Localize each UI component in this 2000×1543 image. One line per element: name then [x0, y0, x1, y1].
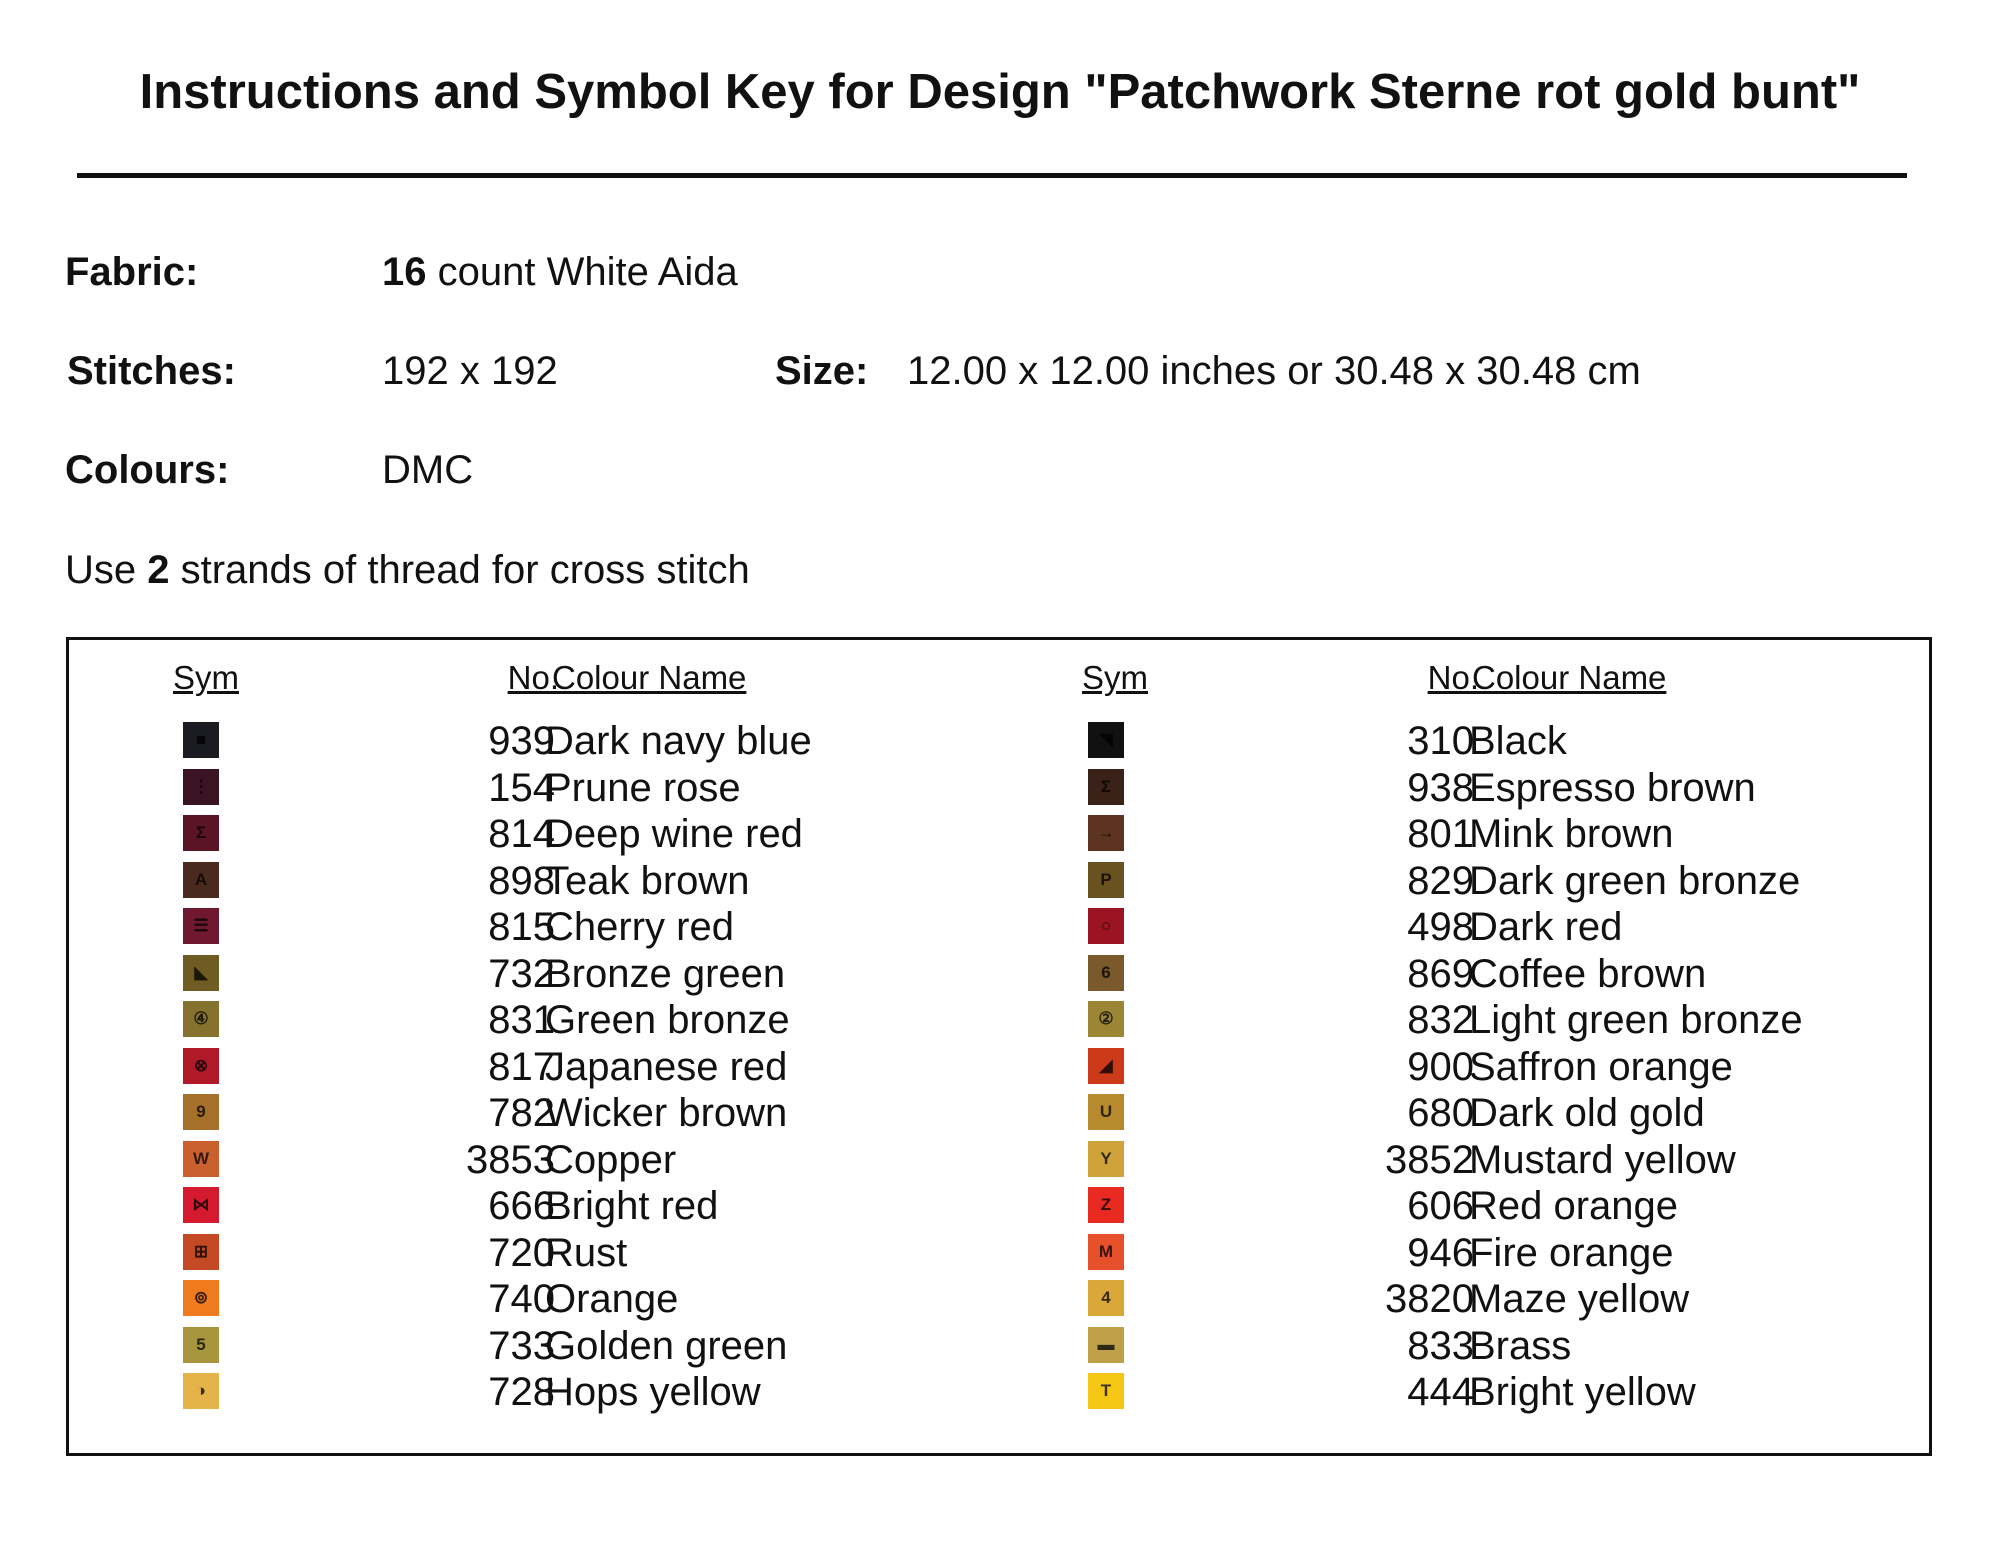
symbol-glyph: 4 [1101, 1288, 1111, 1307]
dmc-number: 831 [488, 998, 555, 1042]
dmc-number: 606 [1407, 1184, 1474, 1228]
symbol-glyph: ■ [195, 730, 207, 749]
colour-name: Fire orange [1469, 1230, 1674, 1275]
symbol-glyph: ⊚ [193, 1288, 209, 1307]
colour-name: Bright red [545, 1184, 719, 1228]
dmc-number: 939 [488, 719, 555, 763]
symbol-swatch [1088, 1234, 1124, 1270]
strands-pre: Use [65, 548, 148, 592]
symbol-glyph: ☰ [193, 916, 209, 935]
symbol-key-table [66, 637, 1932, 1456]
colour-name: Teak brown [545, 858, 750, 903]
symbol-glyph: P [1100, 869, 1112, 889]
colour-name: Orange [545, 1277, 679, 1321]
symbol-swatch [1088, 862, 1124, 898]
colour-name: Deep wine red [545, 812, 803, 856]
dmc-number: 720 [488, 1230, 555, 1275]
symbol-swatch [1088, 1094, 1124, 1130]
symbol-glyph: 5 [196, 1334, 206, 1354]
colours-value: DMC [382, 448, 474, 492]
colour-name: Dark navy blue [545, 719, 812, 763]
symbol-glyph: ⋈ [192, 1195, 210, 1214]
size-label: Size: [775, 349, 869, 393]
symbol-glyph: ⊗ [193, 1055, 209, 1075]
symbol-glyph: Z [1100, 1195, 1112, 1214]
fabric-count: 16 [382, 250, 427, 294]
colour-name: Mink brown [1469, 812, 1674, 856]
symbol-swatch [1088, 1373, 1124, 1409]
header-name-left: Colour Name [552, 659, 747, 696]
key-row [69, 904, 1623, 950]
dmc-number: 310 [1407, 719, 1474, 763]
symbol-glyph: U [1099, 1102, 1113, 1121]
symbol-glyph: ○ [1100, 916, 1112, 935]
symbol-swatch [1088, 722, 1124, 758]
symbol-glyph: M [1098, 1241, 1114, 1261]
dmc-number: 444 [1407, 1370, 1474, 1414]
colour-name: Dark red [1469, 905, 1623, 949]
symbol-glyph: ⋮ [192, 776, 210, 796]
dmc-number: 732 [488, 951, 555, 996]
dmc-number: 3853 [466, 1137, 555, 1182]
key-row [69, 1183, 1679, 1229]
key-row [69, 951, 1707, 997]
dmc-number: 938 [1407, 765, 1474, 810]
strands-post: strands of thread for cross stitch [169, 548, 750, 592]
colour-name: Copper [545, 1137, 677, 1182]
header-no-left: No. [507, 659, 559, 696]
colour-name: Coffee brown [1469, 951, 1707, 996]
colour-name: Black [1469, 719, 1567, 763]
dmc-number: 832 [1407, 998, 1474, 1042]
key-row [69, 1369, 1696, 1415]
symbol-swatch [1088, 815, 1124, 851]
symbol-glyph: ◥ [1099, 730, 1113, 749]
colour-name: Bronze green [545, 951, 786, 996]
symbol-swatch [1088, 955, 1124, 991]
key-row [69, 1090, 1705, 1136]
strands-count: 2 [147, 548, 170, 592]
symbol-swatch [1088, 1001, 1124, 1037]
symbol-glyph: ⊞ [193, 1241, 209, 1261]
symbol-glyph: 6 [1101, 962, 1111, 982]
colour-name: Maze yellow [1469, 1277, 1690, 1321]
stitches-label: Stitches: [67, 349, 236, 393]
colour-name: Japanese red [545, 1044, 788, 1089]
symbol-glyph: ◑ [195, 1381, 207, 1400]
colour-name: Dark old gold [1469, 1091, 1705, 1135]
page-title: Instructions and Symbol Key for Design "Patchwork Sterne rot gold bunt" [139, 65, 1861, 119]
dmc-number: 680 [1407, 1091, 1474, 1135]
colour-name: Golden green [545, 1323, 788, 1368]
symbol-glyph: W [192, 1148, 210, 1168]
symbol-swatch [1088, 1327, 1124, 1363]
symbol-glyph: ④ [193, 1009, 209, 1028]
header-sym-right: Sym [1082, 659, 1148, 696]
symbol-glyph: 9 [196, 1102, 206, 1121]
key-row [69, 1044, 1733, 1090]
fabric-description: count White Aida [426, 250, 738, 294]
symbol-glyph: ◢ [1099, 1055, 1113, 1075]
size-value: 12.00 x 12.00 inches or 30.48 x 30.48 cm [907, 349, 1641, 393]
key-row [69, 765, 1756, 811]
dmc-number: 728 [488, 1370, 555, 1414]
colour-name: Light green bronze [1469, 998, 1803, 1042]
colour-name: Rust [545, 1230, 628, 1275]
colours-label: Colours: [65, 448, 230, 492]
dmc-number: 3852 [1385, 1137, 1474, 1182]
dmc-number: 900 [1407, 1044, 1474, 1089]
symbol-glyph: A [194, 869, 208, 889]
dmc-number: 666 [488, 1184, 555, 1228]
title-divider [77, 173, 1907, 178]
symbol-glyph: ▬ [1097, 1334, 1115, 1354]
dmc-number: 740 [488, 1277, 555, 1321]
symbol-glyph: T [1100, 1381, 1112, 1400]
colour-name: Brass [1469, 1323, 1572, 1368]
dmc-number: 815 [488, 905, 555, 949]
symbol-glyph: ◣ [194, 962, 208, 982]
symbol-glyph: → [1097, 823, 1115, 842]
dmc-number: 154 [488, 765, 555, 810]
dmc-number: 946 [1407, 1230, 1474, 1275]
dmc-number: 3820 [1385, 1277, 1474, 1321]
symbol-swatch [1088, 769, 1124, 805]
symbol-swatch [1088, 1280, 1124, 1316]
dmc-number: 898 [488, 858, 555, 903]
colour-name: Dark green bronze [1469, 858, 1801, 903]
key-row [69, 1276, 1690, 1322]
colour-name: Cherry red [545, 905, 734, 949]
colour-name: Red orange [1469, 1184, 1679, 1228]
dmc-number: 801 [1407, 812, 1474, 856]
symbol-swatch [1088, 908, 1124, 944]
symbol-glyph: ② [1098, 1009, 1114, 1028]
key-row [69, 811, 1674, 857]
symbol-swatch [1088, 1187, 1124, 1223]
colour-name: Green bronze [545, 998, 790, 1042]
dmc-number: 829 [1407, 858, 1474, 903]
colour-name: Bright yellow [1469, 1370, 1696, 1414]
key-row [69, 858, 1801, 904]
key-row [69, 1230, 1674, 1276]
fabric-label: Fabric: [65, 250, 199, 294]
dmc-number: 498 [1407, 905, 1474, 949]
colour-name: Saffron orange [1469, 1044, 1733, 1089]
dmc-number: 733 [488, 1323, 555, 1368]
header-no-right: No. [1427, 659, 1479, 696]
key-row [69, 997, 1803, 1043]
header-name-right: Colour Name [1472, 659, 1667, 696]
key-row [69, 718, 1567, 764]
dmc-number: 869 [1407, 951, 1474, 996]
colour-name: Espresso brown [1469, 765, 1756, 810]
strands-instruction [65, 548, 750, 593]
dmc-number: 814 [488, 812, 555, 856]
symbol-glyph: Σ [195, 823, 207, 842]
symbol-swatch [1088, 1141, 1124, 1177]
colour-name: Prune rose [545, 765, 741, 810]
colour-name: Wicker brown [545, 1091, 788, 1135]
fabric-value [382, 250, 738, 295]
symbol-swatch [1088, 1048, 1124, 1084]
symbol-glyph: Y [1100, 1148, 1112, 1168]
symbol-glyph: Σ [1100, 776, 1112, 796]
stitches-value: 192 x 192 [382, 349, 558, 393]
colour-name: Mustard yellow [1469, 1137, 1736, 1182]
key-row [69, 1323, 1572, 1369]
dmc-number: 782 [488, 1091, 555, 1135]
header-sym-left: Sym [173, 659, 239, 696]
dmc-number: 833 [1407, 1323, 1474, 1368]
dmc-number: 817 [488, 1044, 555, 1089]
colour-name: Hops yellow [545, 1370, 761, 1414]
key-row [69, 1137, 1736, 1183]
